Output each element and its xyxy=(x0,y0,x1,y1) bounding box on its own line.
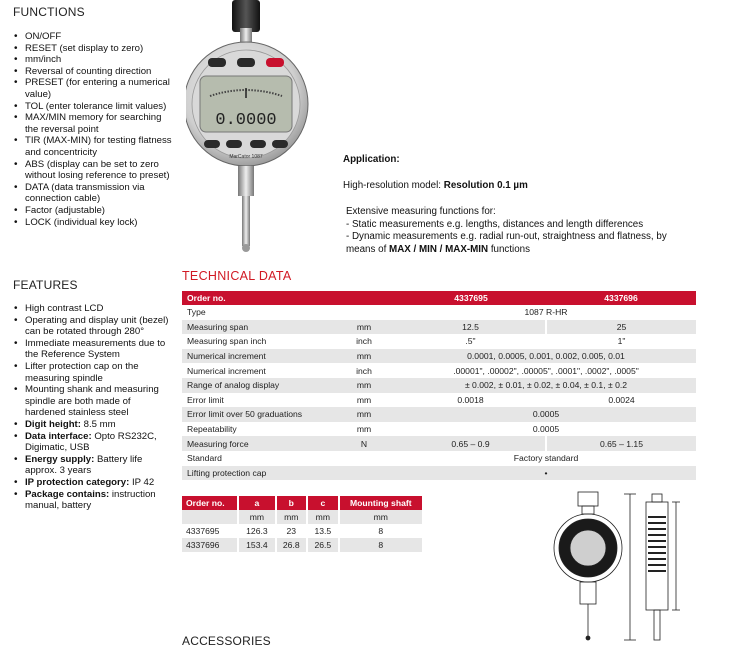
feature-item xyxy=(13,303,173,315)
spec-label: Measuring force xyxy=(182,436,332,451)
spec-row xyxy=(182,393,696,408)
top-stem xyxy=(240,28,252,42)
spec-value-1: 0.0018 xyxy=(396,393,546,408)
lcd-reading: 0.0000 xyxy=(215,111,277,130)
spec-unit: inch xyxy=(332,334,396,349)
feature-label: Data interface: xyxy=(25,430,92,442)
feature-text: Mounting shank and measuring spindle are both made of hardened stainless steel xyxy=(25,384,159,419)
dim-unit-cell xyxy=(182,510,238,524)
function-item: • RESET (set display to zero) xyxy=(13,43,173,55)
dim-header-row xyxy=(182,496,422,510)
feature-item xyxy=(13,361,173,384)
spec-unit: mm xyxy=(332,393,396,408)
dim-row xyxy=(182,524,422,538)
line3-functions: MAX / MIN / MAX-MIN xyxy=(389,243,489,255)
spec-value-1: 0.65 – 0.9 xyxy=(396,436,546,451)
spec-row xyxy=(182,320,696,335)
features-title: FEATURES xyxy=(13,278,78,292)
spec-header-unit xyxy=(332,291,396,305)
dim-unit-cell: mm xyxy=(307,510,339,524)
feature-text: Lifter protection cap on the measuring spindle xyxy=(25,360,139,384)
dim-unit-cell: mm xyxy=(276,510,308,524)
dimensions-table xyxy=(182,496,422,552)
function-item: • ON/OFF xyxy=(13,31,173,43)
spec-value-2: 1" xyxy=(546,334,696,349)
spec-row xyxy=(182,422,696,437)
feature-text: High contrast LCD xyxy=(25,303,104,314)
technical-drawing xyxy=(548,486,698,648)
feature-text: Opto RS232C, Digimatic, USB xyxy=(25,430,157,454)
feature-item xyxy=(13,419,173,431)
spec-unit: inch xyxy=(332,363,396,378)
application-line2: - Dynamic measurements e.g. radial run-out, straightness and flatness, by xyxy=(346,231,667,243)
contact-point xyxy=(242,244,250,252)
dim-cell: 126.3 xyxy=(238,524,275,538)
line3-prefix: means of xyxy=(346,243,390,255)
functions-title: FUNCTIONS xyxy=(13,5,85,19)
function-item: • PRESET (for entering a numerical value) xyxy=(13,77,173,100)
dim-cell: 26.5 xyxy=(307,538,339,552)
function-item: • MAX/MIN memory for searching the reversal point xyxy=(13,112,173,135)
spec-row xyxy=(182,349,696,364)
spec-value: • xyxy=(396,466,696,481)
spec-value: 0.0005 xyxy=(396,422,696,437)
feature-label: Energy supply: xyxy=(25,453,95,465)
spec-row xyxy=(182,466,696,481)
application-model xyxy=(343,180,713,193)
accessories-title: ACCESSORIES xyxy=(182,634,271,648)
feature-item xyxy=(13,431,173,454)
application-title: Application: xyxy=(343,154,400,165)
function-item: • mm/inch xyxy=(13,54,173,66)
feature-item xyxy=(13,454,173,477)
model-resolution: Resolution 0.1 µm xyxy=(443,179,528,191)
dim-cell: 13.5 xyxy=(307,524,339,538)
spec-value-2: 25 xyxy=(546,320,696,335)
function-item: • LOCK (individual key lock) xyxy=(13,217,173,229)
dial-gauge-image xyxy=(186,0,314,260)
function-item: • TOL (enter tolerance limit values) xyxy=(13,101,173,113)
feature-item xyxy=(13,489,173,512)
dim-header-cell: b xyxy=(276,496,308,510)
spec-header-label: Order no. xyxy=(182,291,332,305)
feature-item xyxy=(13,338,173,361)
dim-header-cell: c xyxy=(307,496,339,510)
function-item: • Reversal of counting direction xyxy=(13,66,173,78)
top-buttons xyxy=(208,58,284,67)
spec-label: Error limit over 50 graduations xyxy=(182,407,332,422)
feature-label: IP protection category: xyxy=(25,476,130,488)
dim-cell: 23 xyxy=(276,524,308,538)
dim-cell: 4337696 xyxy=(182,538,238,552)
line3-suffix: functions xyxy=(488,243,531,255)
application-line3 xyxy=(343,244,713,257)
spec-value-2: 0.65 – 1.15 xyxy=(546,436,696,451)
dim-cell: 8 xyxy=(339,524,422,538)
function-item: • TIR (MAX-MIN) for testing flatness and concentricity xyxy=(13,135,173,158)
spec-label: Standard xyxy=(182,451,332,466)
spec-unit: mm xyxy=(332,407,396,422)
spec-value-1: .5" xyxy=(396,334,546,349)
spec-value: 1087 R-HR xyxy=(396,305,696,320)
application-block xyxy=(343,154,713,257)
spec-unit: mm xyxy=(332,320,396,335)
spec-row xyxy=(182,436,696,451)
spec-value: 0.0001, 0.0005, 0.001, 0.002, 0.005, 0.01 xyxy=(396,349,696,364)
spec-row xyxy=(182,378,696,393)
feature-text: Immediate measurements due to the Reference System xyxy=(25,337,166,361)
feature-text: 8.5 mm xyxy=(80,418,116,430)
feature-item xyxy=(13,315,173,338)
spec-unit: mm xyxy=(332,378,396,393)
spec-label: Lifting protection cap xyxy=(182,466,332,481)
dim-cell: 8 xyxy=(339,538,422,552)
spec-unit xyxy=(332,451,396,466)
feature-label: Package contains: xyxy=(25,488,110,500)
spec-label: Measuring span inch xyxy=(182,334,332,349)
spec-row xyxy=(182,451,696,466)
dim-cell: 26.8 xyxy=(276,538,308,552)
feature-text: Operating and display unit (bezel) can be rotated through 280° xyxy=(25,314,169,338)
spec-label: Type xyxy=(182,305,332,320)
technical-data-table xyxy=(182,291,696,480)
features-list xyxy=(13,303,173,512)
spec-row xyxy=(182,363,696,378)
feature-item xyxy=(13,384,173,419)
dim-row xyxy=(182,538,422,552)
function-item: • DATA (data transmission via connection cable) xyxy=(13,182,173,205)
bezel-label: MarCator 1087 xyxy=(229,154,263,160)
spec-unit: mm xyxy=(332,349,396,364)
spec-value: 0.0005 xyxy=(396,407,696,422)
spec-label: Measuring span xyxy=(182,320,332,335)
dim-unit-cell: mm xyxy=(339,510,422,524)
spec-value-2: 0.0024 xyxy=(546,393,696,408)
spec-label: Repeatability xyxy=(182,422,332,437)
model-prefix: High-resolution model: xyxy=(343,179,444,191)
technical-data-title: TECHNICAL DATA xyxy=(182,269,292,283)
dim-unit-row xyxy=(182,510,422,524)
spec-row xyxy=(182,334,696,349)
dim-header-cell: a xyxy=(238,496,275,510)
spec-header-col2: 4337696 xyxy=(546,291,696,305)
spec-label: Error limit xyxy=(182,393,332,408)
feature-item xyxy=(13,477,173,489)
feature-text: IP 42 xyxy=(129,476,155,488)
spec-row xyxy=(182,407,696,422)
application-intro: Extensive measuring functions for: xyxy=(346,206,496,218)
application-line1: - Static measurements e.g. lengths, distances and length differences xyxy=(346,218,644,230)
feature-text: Battery life approx. 3 years xyxy=(25,453,143,477)
dim-unit-cell: mm xyxy=(238,510,275,524)
lifter-knob xyxy=(232,0,260,32)
dim-header-cell: Order no. xyxy=(182,496,238,510)
functions-list xyxy=(13,31,173,228)
mounting-shank xyxy=(238,166,254,196)
spec-unit xyxy=(332,466,396,481)
spec-unit: N xyxy=(332,436,396,451)
measuring-spindle xyxy=(242,196,250,246)
spec-value: Factory standard xyxy=(396,451,696,466)
spec-value: ± 0.002, ± 0.01, ± 0.02, ± 0.04, ± 0.1, ± 0.2 xyxy=(396,378,696,393)
spec-label: Numerical increment xyxy=(182,349,332,364)
dim-cell: 4337695 xyxy=(182,524,238,538)
feature-text: instruction manual, battery xyxy=(25,488,156,512)
function-item: • ABS (display can be set to zero without losing reference to preset) xyxy=(13,159,173,182)
spec-value-1: 12.5 xyxy=(396,320,546,335)
spec-label: Range of analog display xyxy=(182,378,332,393)
spec-header-row xyxy=(182,291,696,305)
spec-value: .00001", .00002", .00005", .0001", .0002", .0005" xyxy=(396,363,696,378)
spec-label: Numerical increment xyxy=(182,363,332,378)
feature-label: Digit height: xyxy=(25,418,81,430)
spec-header-col1: 4337695 xyxy=(396,291,546,305)
dim-cell: 153.4 xyxy=(238,538,275,552)
function-item: • Factor (adjustable) xyxy=(13,205,173,217)
spec-row xyxy=(182,305,696,320)
dim-header-cell: Mounting shaft xyxy=(339,496,422,510)
spec-unit: mm xyxy=(332,422,396,437)
spec-unit xyxy=(332,305,396,320)
